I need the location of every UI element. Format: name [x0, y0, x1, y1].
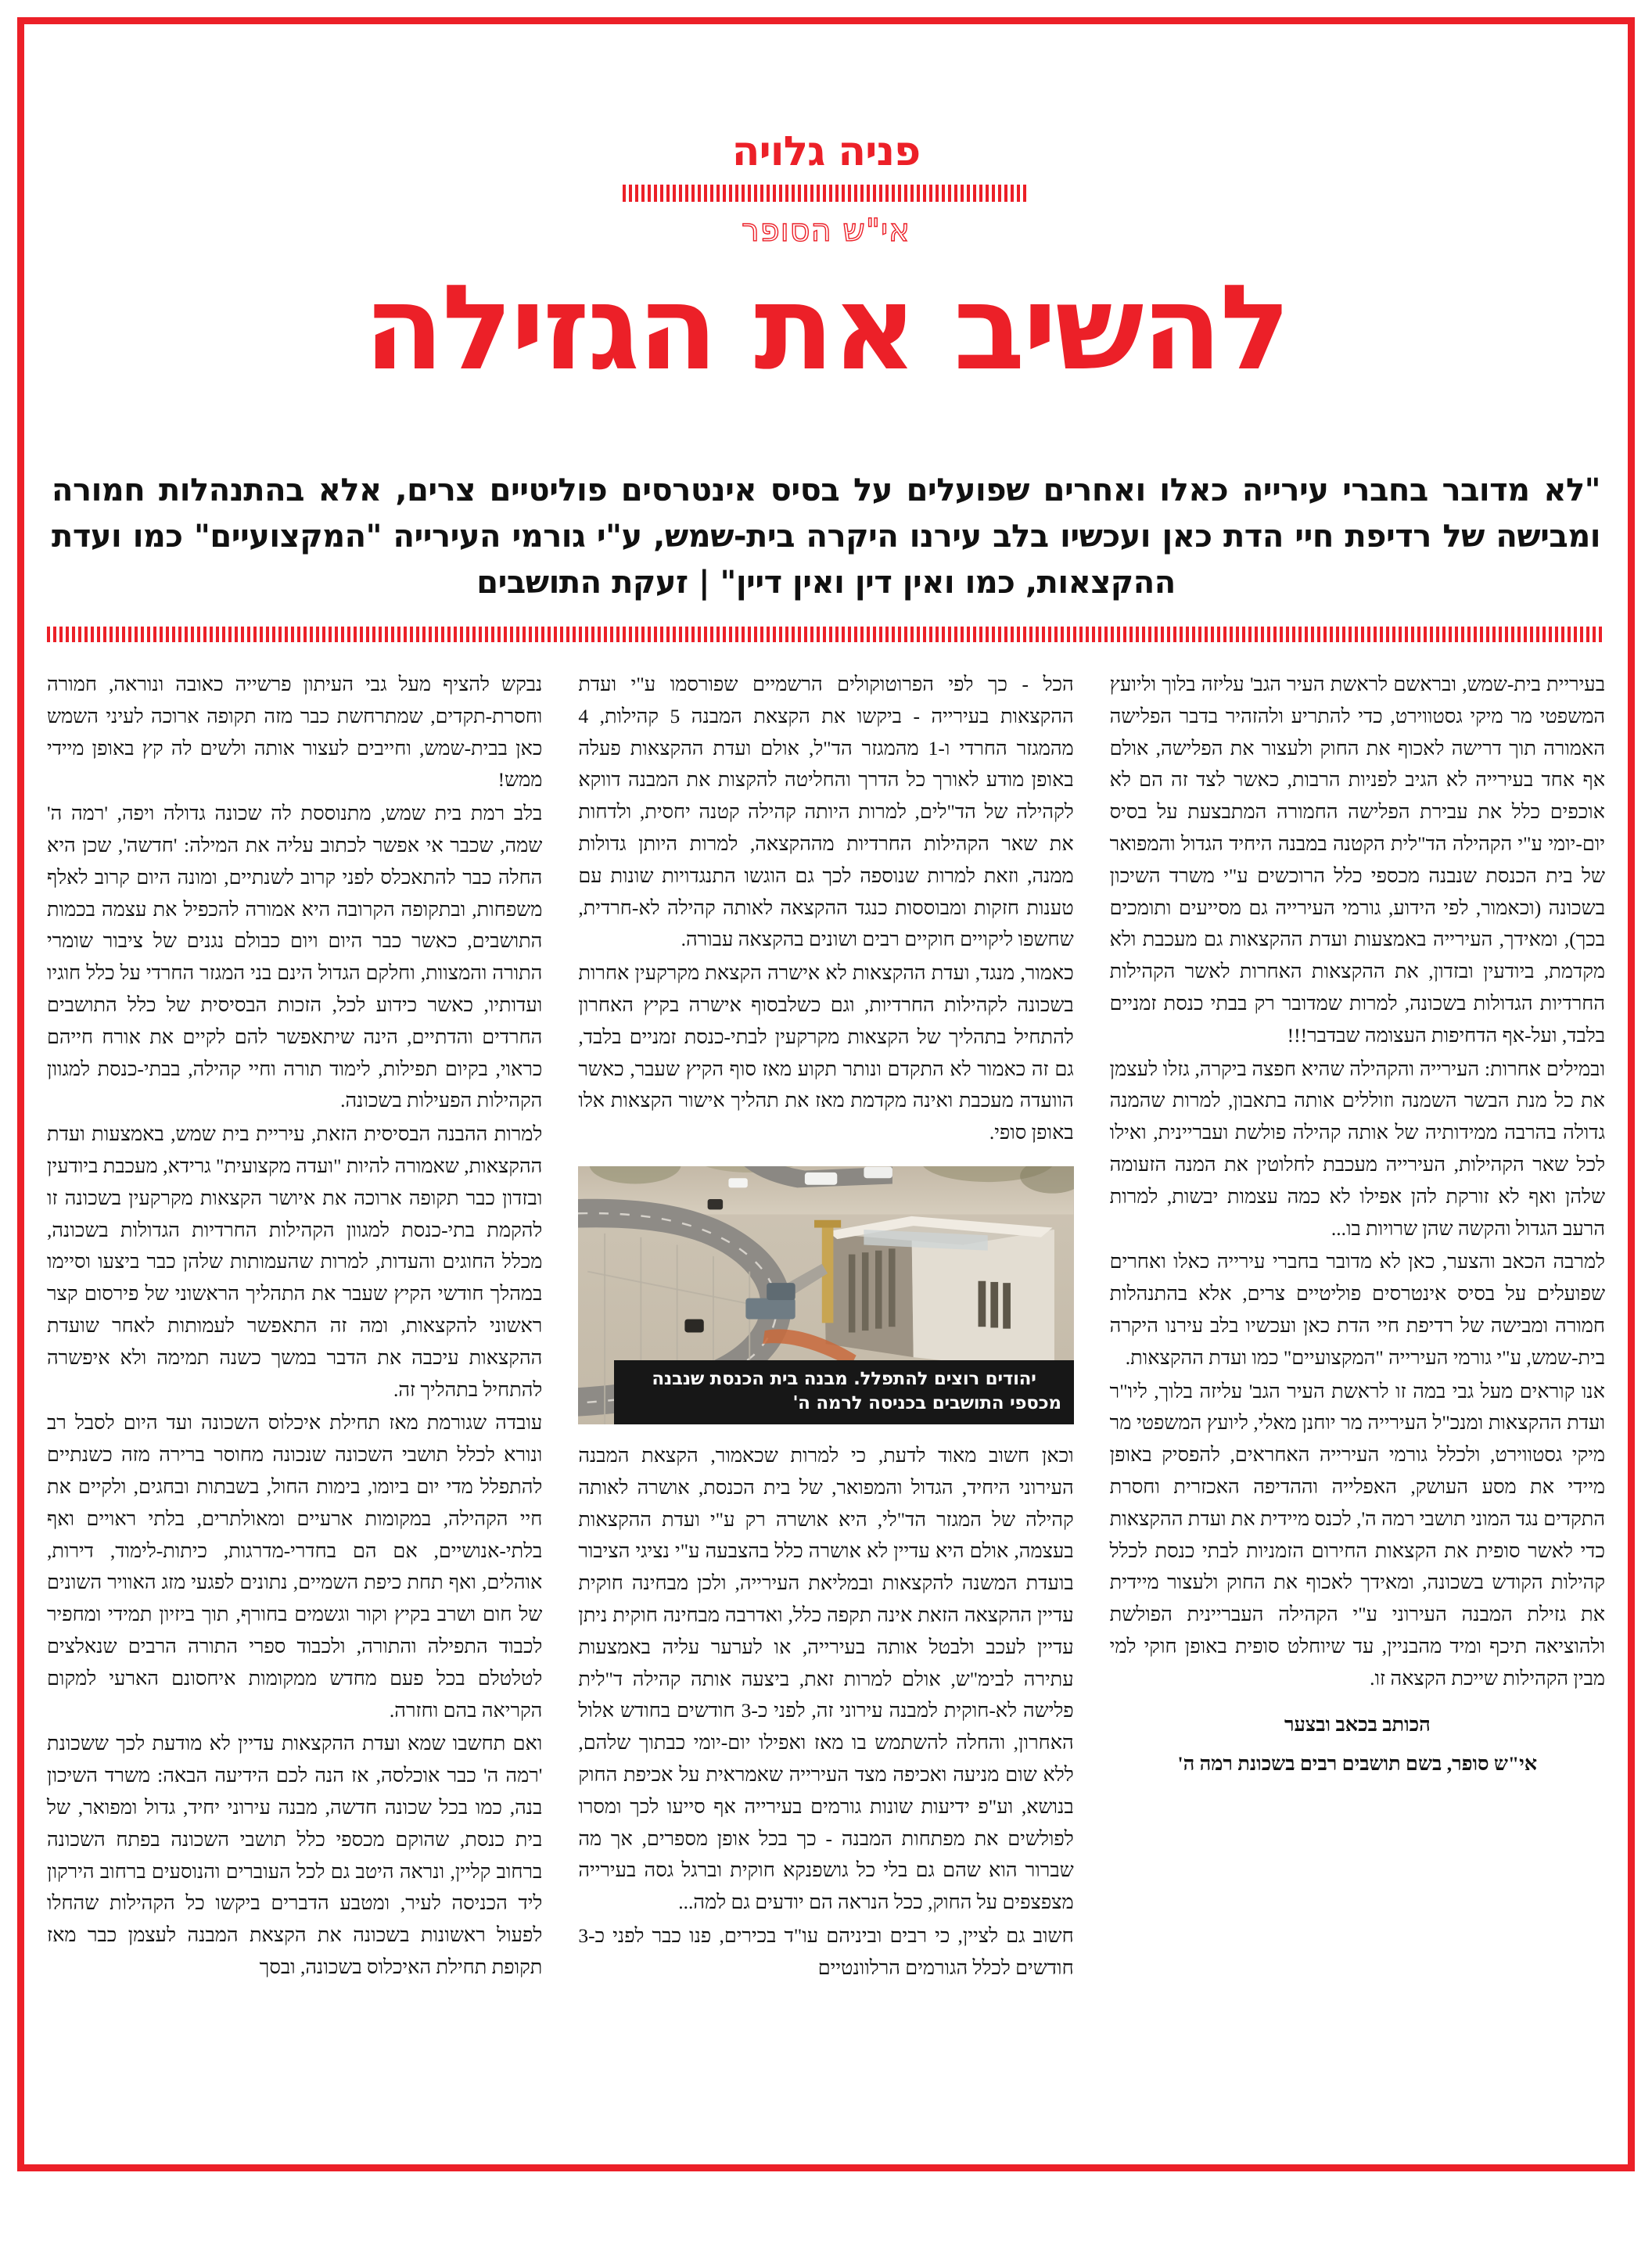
standfirst-lead: "לא מדובר בחברי עירייה כאלו ואחרים שפועלים על בסיס אינטרסים פוליטיים צרים, אלא בהתנהלות חמורה ומבישה של רדיפת חיי הדת כאן ועכשיו בלב עירנו היקרה בית-שמש, ע"י גורמי העירייה "המקצועיים" כמו ועדת ההקצאות, כמו ואין דין ואין דיין" | זעקת התושבים	[52, 472, 1600, 601]
paragraph: נבקש להציף מעל גבי העיתון פרשייה כאובה ונוראה, חמורה וחסרת-תקדים, שמתרחשת כבר מזה תקופה ארוכה לעיני השמש כאן בבית-שמש, וחייבים לעצור אותה ולשים לה קץ באופן מיידי ממש!	[47, 673, 543, 792]
paragraph: בעיריית בית-שמש, ובראשם לראשת העיר הגב' עליזה בלוך וליועץ המשפטי מר מיקי גסטווירט, כדי להתריע ולהזהיר בדבר הפלישה האמורה תוך דרישה לאכוף את החוק ולעצור את הפלישה, אולם אף אחד בעירייה לא הגיב לפניות הרבות, כאשר לצד זה הם לא אוכפים כלל את עבירת הפלישה החמורה המתבצעת על בסיס יום-יומי ע"י הקהילה הד"לית הקטנה במבנה היחיד הגדול והמפואר של בית הכנסת שנבנה מכספי כלל הרוכשים ע"י משרד השיכון בשכונה (וכאמור, לפי הידוע, גורמי העירייה גם מסייעים ותומכים בכך), ומאידך, העירייה באמצעות ועדת ההקצאות גם מעכבת ולא מקדמת, ביודעין ובזדון, את ההקצאות האחרות לאשר הקהילות החרדיות הגדולות בשכונה, למרות שמדובר רק בבתי כנסת זמניים בלבד, ועל-אף הדחיפות העצומה שבדבר!!!	[1109, 673, 1605, 1047]
paragraph: למרבה הכאב והצער, כאן לא מדובר בחברי עירייה כאלו ואחרים שפועלים על בסיס אינטרסים פוליטיים צרים, אלא בהתנהלות חמורה ומבישה של רדיפת חיי הדת כאן ועכשיו בלב עירנו היקרה בית-שמש, ע"י גורמי העירייה "המקצועיים" כמו ועדת ההקצאות.	[1109, 1250, 1605, 1369]
page-title: להשיב את הגזילה	[363, 260, 1289, 397]
kicker-dashed-rule	[623, 185, 1029, 202]
author-byline-top: אי"ש הסופר	[742, 213, 910, 249]
paragraph: בלב רמת בית שמש, מתנוססת לה שכונה גדולה ויפה, 'רמה ה' שמה, שכבר אי אפשר לכתוב עליה את המילה: 'חדשה', שכן היא החלה כבר להתאכלס לפני קרוב לשנתיים, ומונה היום קרוב לאלף משפחות, ובתקופה הקרובה היא אמורה להכפיל את עצמה בכמות התושבים, כאשר כבר היום ויום כבולם נגנים של ציבור שומרי התורה והמצוות, וחלקם הגדול הינם בני המגזר החרדי על כלל חוגיו ועדותיו, כאשר כידוע לכל, הזכות הבסיסית של כלל התושבים החרדים והדתיים, הינה שיתאפשר להם לקיים את אורח חייהם כראוי, בקיום תפילות, לימוד תורה וחיי קהילה, בבתי-כנסת למגוון הקהילות הפעילות בשכונה.	[47, 802, 543, 1112]
photo-caption: יהודים רוצים להתפלל. מבנה בית הכנסת שנבנה מכספי התושבים בכניסה לרמה ה'	[614, 1360, 1073, 1424]
author-signature-line: הכותב בכאב ובצער	[1284, 1712, 1431, 1736]
article-column-right	[47, 669, 542, 2241]
article-photo-figure	[578, 1166, 1073, 1424]
paragraph: חשוב גם לציין, כי רבים וביניהם עו"ד בכירים, פנו כבר לפני כ-3 חודשים לכלל הגורמים הרלוונטיים	[578, 1923, 1074, 1979]
paragraph: וכאן חשוב מאוד לדעת, כי למרות שכאמור, הקצאת המבנה העירוני היחיד, הגדול והמפואר, של בית הכנסת, אושרה לאותה קהילה של המגזר הד"לי, היא אושרה רק ע"י ועדת ההקצאות בעצמה, אולם היא עדיין לא אושרה כלל בהצבעה ע"י נציגי הציבור בועדת המשנה להקצאות ובמליאת העירייה, ולכן מבחינה חוקית עדיין ההקצאה הזאת אינה תקפה כלל, ואדרבה מבחינה חוקית ניתן עדיין לעכב ולבטל אותה בעירייה, או לערער עליה באמצעות עתירה לבימ"ש, אולם למרות זאת, ביצעה אותה קהילה ד"לית פלישה לא-חוקית למבנה עירוני זה, לפני כ-3 חודשים בחודש אלול האחרון, והחלה להשתמש בו מאז ואפילו יום-יומי כבתוך שלהם, ללא שום מניעה ואכיפה מצד העירייה שאמראית על אכיפת החוק בנושא, וע"פ ידיעות שונות גורמים בעירייה אף סייעו לכך ומסרו לפולשים את מפתחות המבנה - כך בכל אופן מספרים, אך מה שברור הוא שהם גם בלי כל גושפנקא חוקית וברגל גסה בעירייה מצפצפים על החוק, ככל הנראה הם יודעים גם למה...	[578, 1444, 1074, 1914]
paragraph: אנו קוראים מעל גבי במה זו לראשת העיר הגב' עליזה בלוך, ליו"ר ועדת ההקצאות ומנכ"ל העירייה מר יוחנן מאלי, ליועץ המשפטי מר מיקי גסטווירט, ולכלל גורמי העירייה האחראים, להפסיק באופן מיידי את מסע העושק, האפלייה וההדיפה האכזרית וחסרת התקדים נגד המוני תושבי רמה ה', לכנס מיידית את ועדת ההקצאות כדי לאשר סופית את הקצאות החירום הזמניות לבתי כנסת לכלל קהילות הקודש בשכונה, ומאידך לאכוף את החוק ולעצור מיידית את גזילת המבנה העירוני ע"י הקהילה העבריינית הפולשת ולהוציאה תיכף ומיד מהבניין, עד שיוחלט סופית באופן חוקי למי מבין הקהילות שייכת הקצאה זו.	[1109, 1379, 1605, 1690]
section-kicker: פניה גלויה	[731, 128, 921, 175]
article-columns	[47, 669, 1605, 2241]
masthead	[47, 47, 1605, 397]
paragraph: ואם תחשבו שמא ועדת ההקצאות עדיין לא מודעת לכך ששכונת 'רמה ה' כבר אוכלסה, אז הנה לכם הידיעה הבאה: משרד השיכון בנה, כמו בכל שכונה חדשה, מבנה עירוני יחיד, גדול ומפואר, של בית כנסת, שהוקם מכספי כלל תושבי השכונה בפתח השכונה ברחוב קליין, ונראה היטב גם לכל העוברים והנוסעים ברחוב הירקון ליד הכניסה לעיר, ומטבע הדברים ביקשו כל הקהילות שהחלו לפעול ראשונות בשכונה את הקצאת המבנה לעצמן כבר מאז תקופת תחילת האיכלוס בשכונה, ובסך	[47, 1732, 543, 1978]
author-signature-name: אי"ש סופר, בשם תושבים רבים בשכונת רמה ה'	[1177, 1752, 1538, 1776]
paragraph: עובדה שגורמת מאז תחילת איכלוס השכונה ועד היום לסבל רב ונורא לכלל תושבי השכונה שנכונה מחוסר ברירה מזה כשנתיים להתפלל מדי יום ביומו, בימות החול, בשבתות ובחגים, ולקיים את חיי הקהילה, במקומות ארעיים ומאולתרים, בלתי ראויים ואף בלתי-אנושיים, אם הם בחדרי-מדרגות, כיתות-לימוד, דירות, אוהלים, ואף תחת כיפת השמיים, נתונים לפגעי מזג האוויר השונים של חום ושרב בקיץ וקור וגשמים בחורף, תוך ביזיון תמידי ומחפיר לכבוד התפילה והתורה, ולכבוד ספרי התורה הרבים שנאלצים לטלטלם בכל פעם מחדש ממקומות איחסונם הארעי למקום הקריאה בהם וחזרה.	[47, 1411, 543, 1722]
article-column-left	[1110, 669, 1605, 2241]
paragraph: למרות ההבנה הבסיסית הזאת, עיריית בית שמש, באמצעות ועדת ההקצאות, שאמורה להיות "ועדה מקצועית" גרידא, מעכבת ביודעין ובזדון כבר תקופה ארוכה את איושר הקצאות מקרקעין בשכונה זו להקמת בתי-כנסת למגוון הקהילות החרדיות הגדולות בשכונה, מכלל החוגים והעדות, למרות שהעמותות שלהן כבר ביצעו וסיימו במהלך חודשי הקיץ שעבר את התהליך הראשוני של פירסום קצר ראשוני להקצאות, ומה זה התאפשר לעמותות לאחר שועדת ההקצאות עיכבה את הדבר במשך כשנה תמימה ולא איפשרה להתחיל בתהליך זה.	[47, 1122, 543, 1401]
standfirst-dashed-rule	[47, 627, 1605, 642]
paragraph: כאמור, מנגד, ועדת ההקצאות לא אישרה הקצאת מקרקעין אחרות בשכונה לקהילות החרדיות, וגם כשלבסוף אישרה בקיץ האחרון להתחיל בתהליך של הקצאות מקרקעין לבתי-כנסת זמניים בלבד, גם זה כאמור לא התקדם ונותר תקוע מאז סוף הקיץ שעבר, כאשר הוועדה מעכבת ואינה מקדמת מאז את תהליך אישור הקצאות אלו באופן סופי.	[578, 961, 1074, 1144]
page-content	[47, 47, 1605, 2157]
article-column-middle	[578, 669, 1073, 2241]
paragraph: ובמילים אחרות: העירייה והקהילה שהיא חפצה ביקרה, גזלו לעצמן את כל מנת הבשר השמנה וזוללים אותה בתאבון, למרות שהמנה גדולה בהרבה ממידותיה של אותה קהילה פולשת ועבריינית, ואילו לכל שאר הקהילות, העירייה מעכבת לחלוטין את המנה הזעומה שלהן ואף לא זורקת להן אפילו לא כמה עצמות יבשות, למרות הרעב הגדול והקשה שהן שרויות בו...	[1109, 1057, 1605, 1240]
paragraph: הכל - כך לפי הפרוטוקולים הרשמיים שפורסמו ע"י ועדת ההקצאות בעירייה - ביקשו את הקצאת המבנה 5 קהילות, 4 מהמגזר החרדי ו-1 מהמגזר הד"ל, אולם ועדת ההקצאות פעלה באופן מודע לאורך כל הדרך והחליטה להקצות את המבנה דווקא לקהילה של הד"לים, למרות היותה קהילה קטנה יחסית, ולדחות את שאר הקהילות החרדיות מההקצאה, למרות היותן גדולות ממנה, וזאת למרות שנוספה לכך גם הוגשו התנגדויות שונות עם טענות חזקות ומבוססות כנגד ההקצאה לאותה קהילה לא-חרדית, שחשפו ליקויים חוקיים רבים ושונים בהקצאה עבורה.	[578, 673, 1074, 951]
